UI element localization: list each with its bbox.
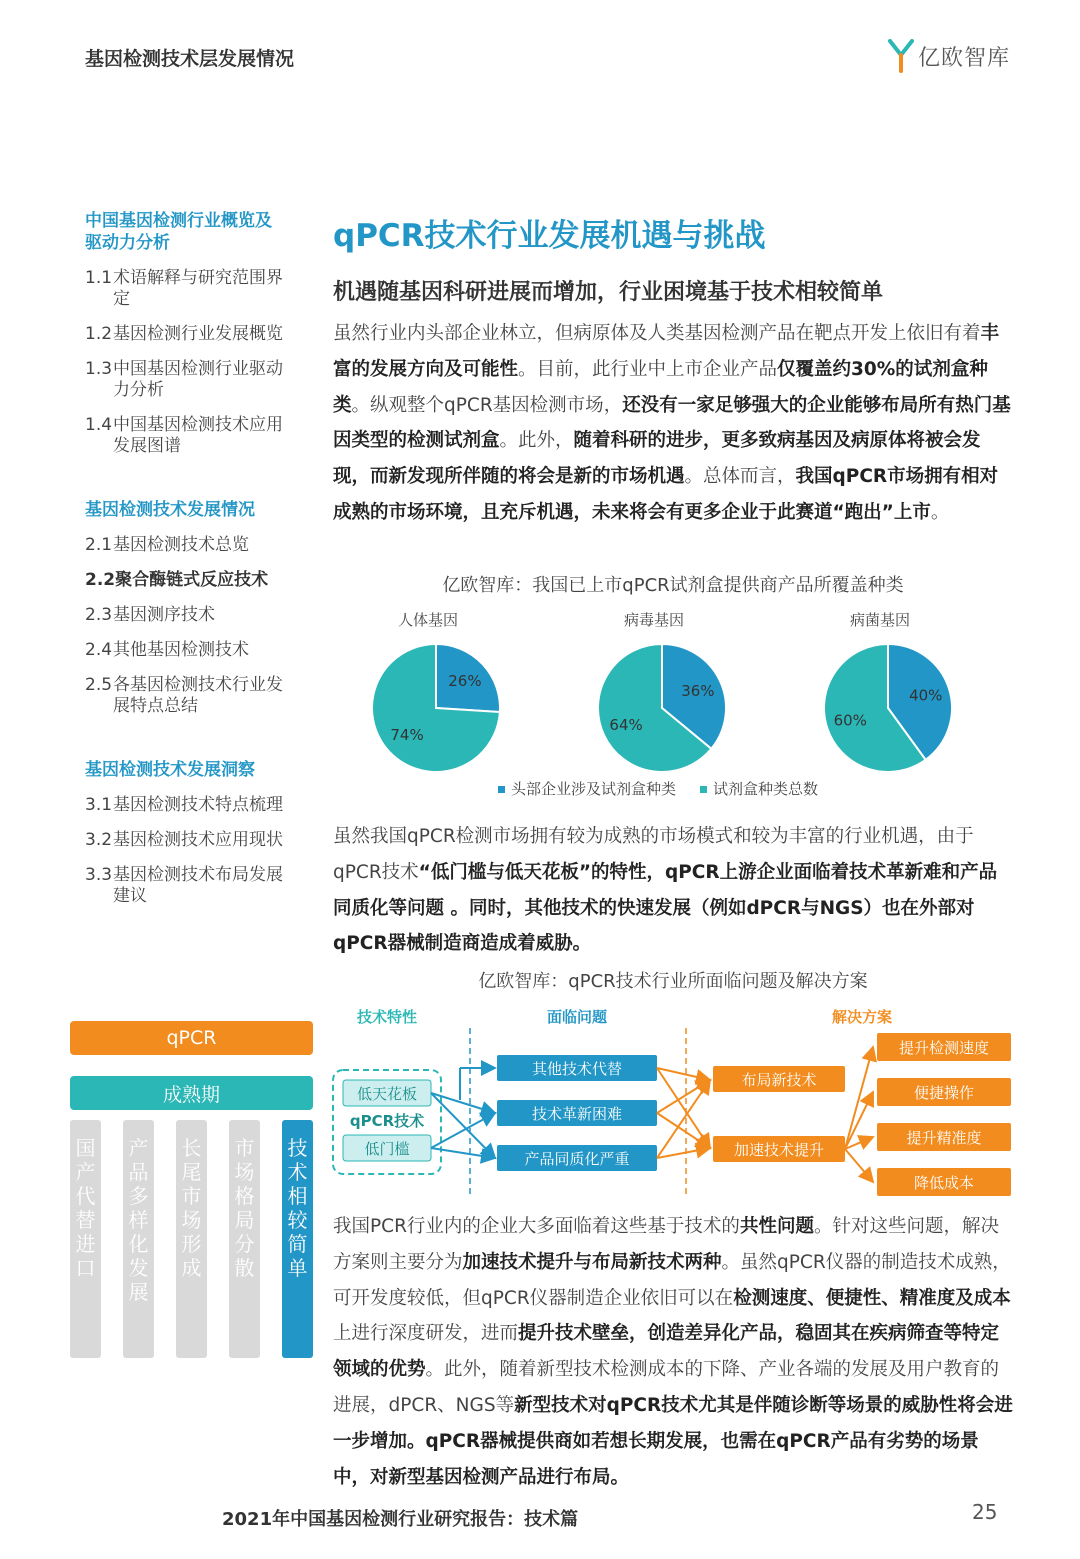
solution-label-2: 便捷操作	[913, 1084, 975, 1102]
toc-section-title[interactable]	[85, 759, 310, 781]
trait-label-3: 低门槛	[364, 1140, 410, 1158]
toc-item-label: 中国基因检测技术应用 发展图谱	[113, 415, 283, 456]
page-number: 25	[972, 1500, 998, 1524]
brand-logo	[888, 38, 1010, 74]
toc-item-label: 基因测序技术	[113, 605, 215, 625]
toc-item-number: 1.3	[85, 359, 113, 379]
toc-item[interactable]	[85, 535, 310, 556]
logo-y-icon	[888, 39, 914, 73]
legend-item-total: 试剂盒种类总数	[700, 778, 818, 799]
toc-item-number: 3.1	[85, 795, 113, 815]
bold-run: 还没有一家足够强大的企业能够布局所有热门基因类型的检测试剂盒	[333, 394, 1011, 452]
bold-run: 新型技术对qPCR技术尤其是伴随诊断等场景的威胁性将会进一步增加。qPCR器械提供商如若想长期发展，也需在qPCR产品有劣势的场景中，对新型基因检测产品进行布局。	[333, 1394, 1013, 1488]
problem-label-1: 其他技术代替	[531, 1060, 623, 1078]
text-run: 。针对这些问题，解决方案则主要分为	[333, 1216, 999, 1273]
legend-swatch-teal	[700, 786, 707, 793]
toc-item-label: 其他基因检测技术	[113, 640, 249, 660]
logo-text: 亿欧智库	[918, 45, 1011, 71]
arrow-s-r-4	[845, 1149, 873, 1182]
paragraph-opportunities	[333, 316, 1013, 531]
toc-item-number: 1.2	[85, 324, 113, 344]
pie-legend	[498, 778, 818, 799]
bold-run: 丰富的发展方向及可能性	[333, 323, 1000, 380]
toc-item-label: 聚合酶链式反应技术	[115, 570, 269, 590]
pie-name-label: 病毒基因	[623, 611, 685, 629]
toc-item[interactable]	[85, 865, 310, 907]
toc-item[interactable]	[85, 675, 310, 717]
footer-report-title: 2021年中国基因检测行业研究报告：技术篇	[222, 1509, 579, 1530]
mature-stage-bar: 成熟期	[70, 1076, 313, 1110]
arrow-s-r-1	[845, 1047, 873, 1149]
toc-item-label: 基因检测技术总览	[113, 535, 249, 555]
bold-run: 我国qPCR市场拥有相对成熟的市场环境，且充斥机遇，未来将会有更多企业于此赛道“跑出”上市	[333, 466, 999, 523]
solution-label-1: 提升检测速度	[898, 1039, 990, 1057]
pie-slice-label: 26%	[448, 671, 482, 690]
text-run: 虽然行业内头部企业林立，但病原体及人类基因检测产品在靶点开发上依旧有着	[333, 323, 981, 344]
bold-run: 检测速度、便捷性、精准度及成本	[733, 1287, 1011, 1309]
solution-label-4: 降低成本	[913, 1174, 975, 1192]
text-run: 。虽然qPCR仪器的制造技术成熟，可开发度较低，但qPCR仪器制造企业依旧可以在	[333, 1251, 1011, 1309]
stage-column: 长 尾 市 场 形 成	[176, 1120, 207, 1358]
text-run: 上进行深度研发，进而	[333, 1323, 519, 1345]
problem-solution-diagram	[325, 1000, 1025, 1200]
toc-item-label: 基因检测技术布局发展 建议	[113, 865, 283, 906]
pie-figure-title: 亿欧智库：我国已上市qPCR试剂盒提供商产品所覆盖种类	[442, 575, 904, 596]
pie-slice-label: 74%	[390, 726, 424, 745]
qpcr-label-bar: qPCR	[70, 1021, 313, 1055]
toc-item[interactable]	[85, 795, 310, 816]
toc-section-title[interactable]	[85, 499, 310, 521]
table-of-contents	[85, 210, 310, 921]
solution-label-3: 提升精准度	[906, 1129, 982, 1147]
stage-column: 市 场 格 局 分 散	[229, 1120, 260, 1358]
strategy-label-2: 加速技术提升	[733, 1141, 825, 1159]
text-run: 。此外，	[499, 430, 574, 452]
toc-item[interactable]	[85, 605, 310, 626]
toc-item[interactable]	[85, 640, 310, 661]
pie-name-label: 人体基因	[397, 611, 459, 629]
trait-label-1: 低天花板	[356, 1085, 418, 1103]
text-run: 。此外，随着新型技术检测成本的下降、产业各端的发展及用户教育的进展，dPCR、NGS等	[333, 1359, 1000, 1416]
text-run: 。目前，此行业中上市企业产品	[518, 358, 778, 380]
section-subtitle: 机遇随基因科研进展而增加，行业困境基于技术相较简单	[333, 280, 884, 305]
flow-figure-title: 亿欧智库：qPCR技术行业所面临问题及解决方案	[478, 971, 868, 992]
strategy-label-1: 布局新技术	[741, 1071, 817, 1089]
toc-item-number: 3.3	[85, 865, 113, 885]
toc-section-title-line: 中国基因检测行业概览及	[85, 211, 272, 231]
paragraph-challenges	[333, 819, 1013, 962]
toc-item-number: 2.4	[85, 640, 113, 660]
toc-section-title-line: 基因检测技术发展洞察	[85, 760, 255, 780]
pie-slice-label: 60%	[833, 711, 867, 730]
toc-item[interactable]	[85, 570, 310, 591]
pie-slice-label: 36%	[681, 682, 715, 701]
arrow-p-s-6	[657, 1148, 710, 1158]
toc-item[interactable]	[85, 359, 310, 401]
bold-run: 随着科研的进步，更多致病基因及病原体将被会发现，而新发现所伴随的将会是新的市场机遇	[333, 430, 981, 488]
toc-section-title[interactable]	[85, 210, 310, 254]
toc-item-label: 中国基因检测行业驱动 力分析	[113, 359, 283, 400]
toc-item-label: 基因检测行业发展概览	[113, 324, 283, 344]
problem-label-3: 产品同质化严重	[524, 1150, 630, 1168]
col-header-traits: 技术特性	[356, 1008, 418, 1026]
legend-swatch-blue	[498, 786, 505, 793]
toc-item-label: 术语解释与研究范围界 定	[113, 268, 283, 309]
problem-label-2: 技术革新困难	[531, 1105, 623, 1123]
bold-run: 加速技术提升与布局新技术两种	[462, 1251, 722, 1273]
toc-item[interactable]	[85, 268, 310, 310]
pie-slice-label: 40%	[909, 686, 943, 705]
toc-item[interactable]	[85, 324, 310, 345]
toc-item[interactable]	[85, 830, 310, 851]
toc-section-title-line: 驱动力分析	[85, 233, 170, 253]
text-run: 。总体而言，	[684, 466, 796, 488]
toc-item-label: 基因检测技术特点梳理	[113, 795, 283, 815]
text-run: 虽然我国qPCR检测市场拥有较为成熟的市场模式和较为丰富的行业机遇，由于qPCR技术	[333, 826, 974, 883]
text-run: 我国PCR行业内的企业大多面临着这些基于技术的	[333, 1216, 740, 1237]
bold-run: 提升技术壁垒，创造差异化产品，稳固其在疾病筛查等特定领域的优势	[333, 1323, 1000, 1381]
toc-item-number: 2.2	[85, 570, 116, 590]
text-run: 。纵观整个qPCR基因检测市场，	[351, 394, 623, 416]
toc-section-title-line: 基因检测技术发展情况	[85, 500, 255, 520]
stage-column: 国 产 代 替 进 口	[70, 1120, 101, 1358]
paragraph-solutions	[333, 1209, 1013, 1495]
col-header-solutions: 解决方案	[831, 1008, 893, 1026]
stage-column: 技 术 相 较 简 单	[282, 1120, 313, 1358]
toc-item-number: 1.1	[85, 268, 113, 288]
stage-column: 产 品 多 样 化 发 展	[123, 1120, 154, 1358]
col-header-problems: 面临问题	[546, 1008, 608, 1026]
toc-section	[85, 499, 310, 717]
toc-item-number: 2.5	[85, 675, 113, 695]
legend-item-head: 头部企业涉及试剂盒种类	[498, 778, 676, 799]
toc-section	[85, 759, 310, 907]
bold-run: 共性问题	[739, 1216, 814, 1237]
toc-item-number: 3.2	[85, 830, 113, 850]
toc-item-label: 各基因检测技术行业发 展特点总结	[113, 675, 283, 716]
pie-name-label: 病菌基因	[849, 611, 911, 629]
toc-item[interactable]	[85, 415, 310, 457]
toc-item-number: 2.1	[85, 535, 113, 555]
text-run: 。	[930, 501, 950, 523]
trait-label-2: qPCR技术	[349, 1112, 425, 1130]
header-section-title: 基因检测技术层发展情况	[85, 48, 295, 70]
pie-slice-label: 64%	[609, 715, 643, 734]
toc-item-number: 2.3	[85, 605, 113, 625]
toc-item-label: 基因检测技术应用现状	[113, 830, 283, 850]
bold-run: 仅覆盖约30%的试剂盒种类	[333, 358, 988, 416]
toc-section	[85, 210, 310, 457]
page-title: qPCR技术行业发展机遇与挑战	[333, 218, 766, 254]
toc-item-number: 1.4	[85, 415, 113, 435]
bold-run: “低门槛与低天花板”的特性，qPCR上游企业面临着技术革新难和产品同质化等问题 。同时，其他技术的快速发展（例如dPCR与NGS）也在外部对qPCR器械制造商造成着威胁。	[333, 861, 998, 955]
